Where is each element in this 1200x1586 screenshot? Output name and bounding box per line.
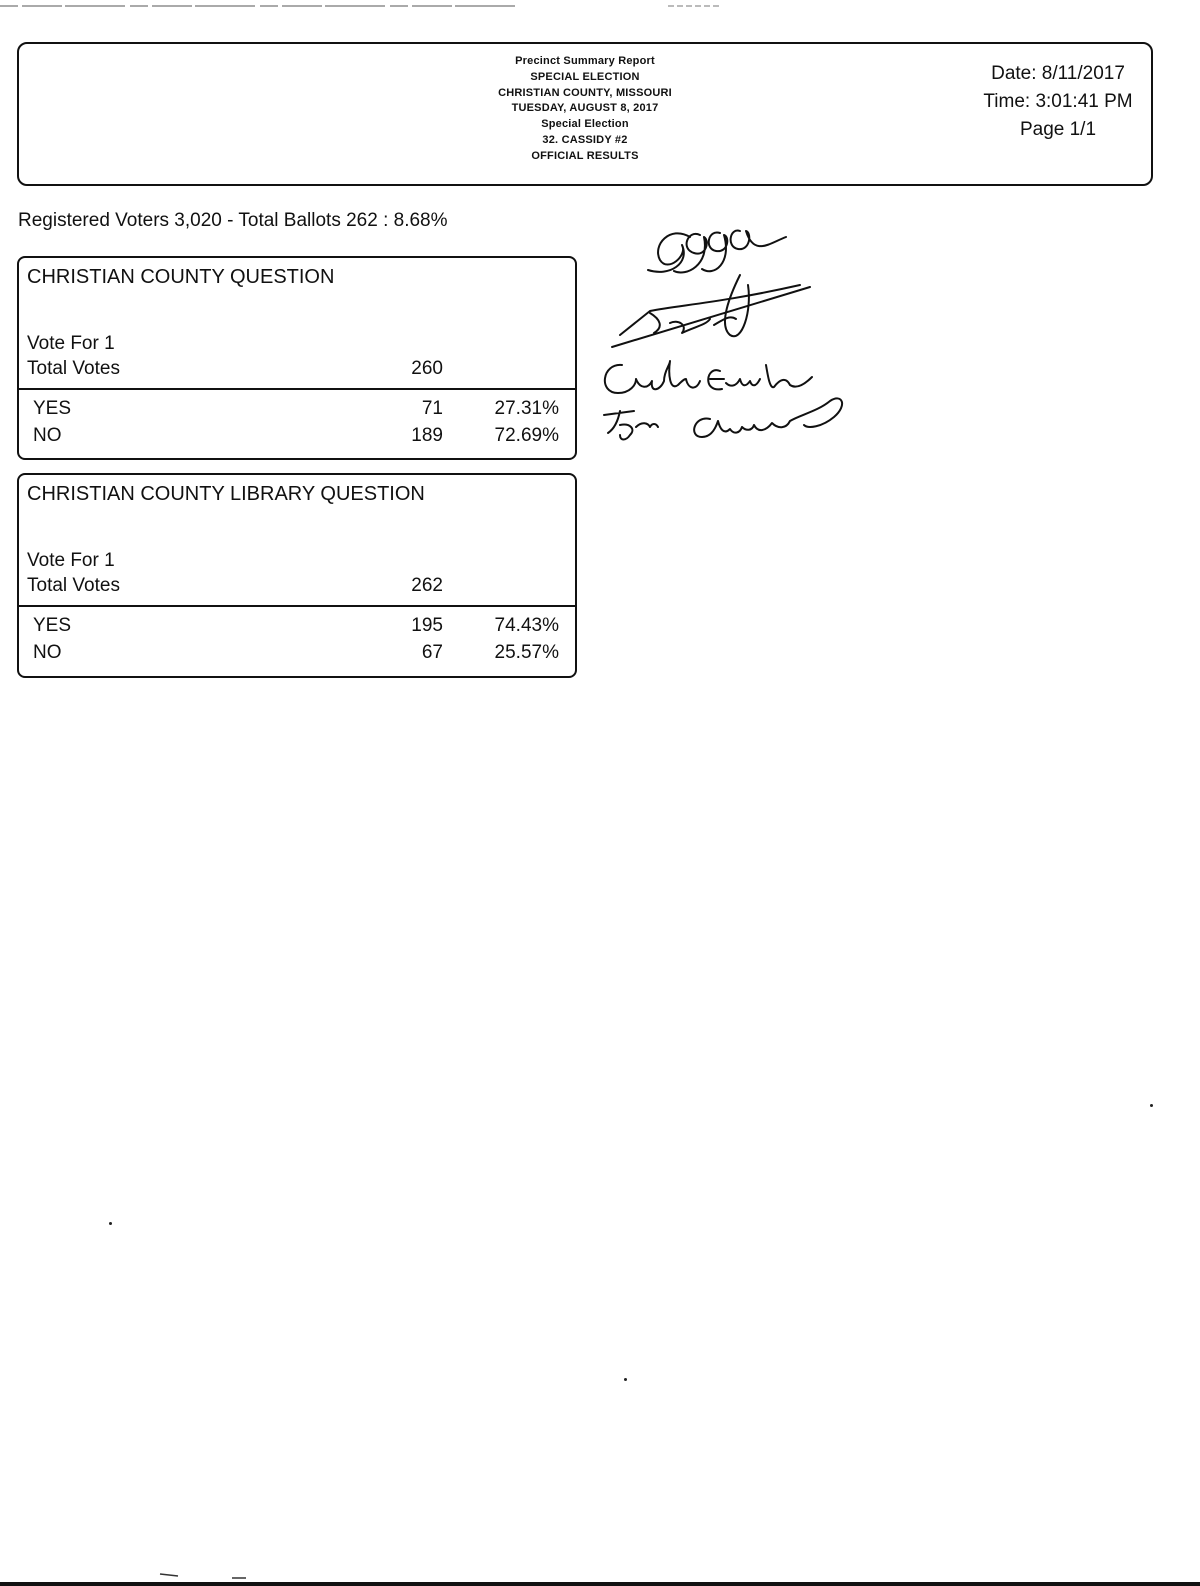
choice-percent: 25.57% <box>494 642 559 663</box>
contest-title: CHRISTIAN COUNTY QUESTION <box>27 266 335 288</box>
choice-percent: 74.43% <box>494 615 559 636</box>
scan-edge-bottom <box>0 1572 1200 1586</box>
page-number: Page 1/1 <box>1019 119 1097 140</box>
election-name: Special Election <box>541 118 629 131</box>
choice-row-yes <box>19 398 575 424</box>
report-time: Time: 3:01:41 PM <box>983 91 1133 112</box>
contest-divider <box>19 605 575 607</box>
report-date: Date: 8/11/2017 <box>991 63 1125 84</box>
report-title: Precinct Summary Report <box>515 55 655 67</box>
signature-stroke <box>648 230 786 272</box>
election-type: SPECIAL ELECTION <box>530 70 640 83</box>
total-votes-label: Total Votes <box>27 358 120 379</box>
choice-name: NO <box>33 642 62 663</box>
total-votes-value: 262 <box>411 575 443 596</box>
total-votes-label: Total Votes <box>27 575 120 596</box>
scan-speck <box>624 1378 627 1381</box>
choice-percent: 72.69% <box>494 425 559 446</box>
results-status: OFFICIAL RESULTS <box>531 149 639 162</box>
election-date: TUESDAY, AUGUST 8, 2017 <box>511 102 659 115</box>
total-votes-value: 260 <box>411 358 443 379</box>
scan-edge-top <box>0 4 1200 8</box>
choice-votes: 189 <box>411 425 443 446</box>
signature-stroke <box>612 275 810 347</box>
choice-name: YES <box>33 615 72 636</box>
contest-county-question <box>17 256 577 460</box>
report-meta <box>973 60 1143 144</box>
report-header <box>17 42 1153 186</box>
choice-name: YES <box>33 398 72 419</box>
choice-votes: 67 <box>421 642 443 663</box>
choice-row-no <box>19 425 575 451</box>
choice-row-yes <box>19 615 575 641</box>
scan-speck <box>1150 1104 1153 1107</box>
handwritten-signatures <box>590 215 880 460</box>
contest-title: CHRISTIAN COUNTY LIBRARY QUESTION <box>27 483 425 505</box>
vote-for-label: Vote For 1 <box>27 333 115 354</box>
precinct-name: 32. CASSIDY #2 <box>542 133 628 146</box>
signature-stroke <box>604 398 842 439</box>
choice-row-no <box>19 642 575 668</box>
contest-library-question <box>17 473 577 678</box>
choice-percent: 27.31% <box>494 398 559 419</box>
choice-name: NO <box>33 425 62 446</box>
choice-votes: 71 <box>421 398 443 419</box>
choice-votes: 195 <box>411 615 443 636</box>
vote-for-label: Vote For 1 <box>27 550 115 571</box>
contest-divider <box>19 388 575 390</box>
turnout-summary: Registered Voters 3,020 - Total Ballots 262 : 8.68% <box>18 210 448 231</box>
jurisdiction: CHRISTIAN COUNTY, MISSOURI <box>498 86 672 99</box>
scan-speck <box>109 1222 112 1225</box>
signature-stroke <box>605 361 812 393</box>
